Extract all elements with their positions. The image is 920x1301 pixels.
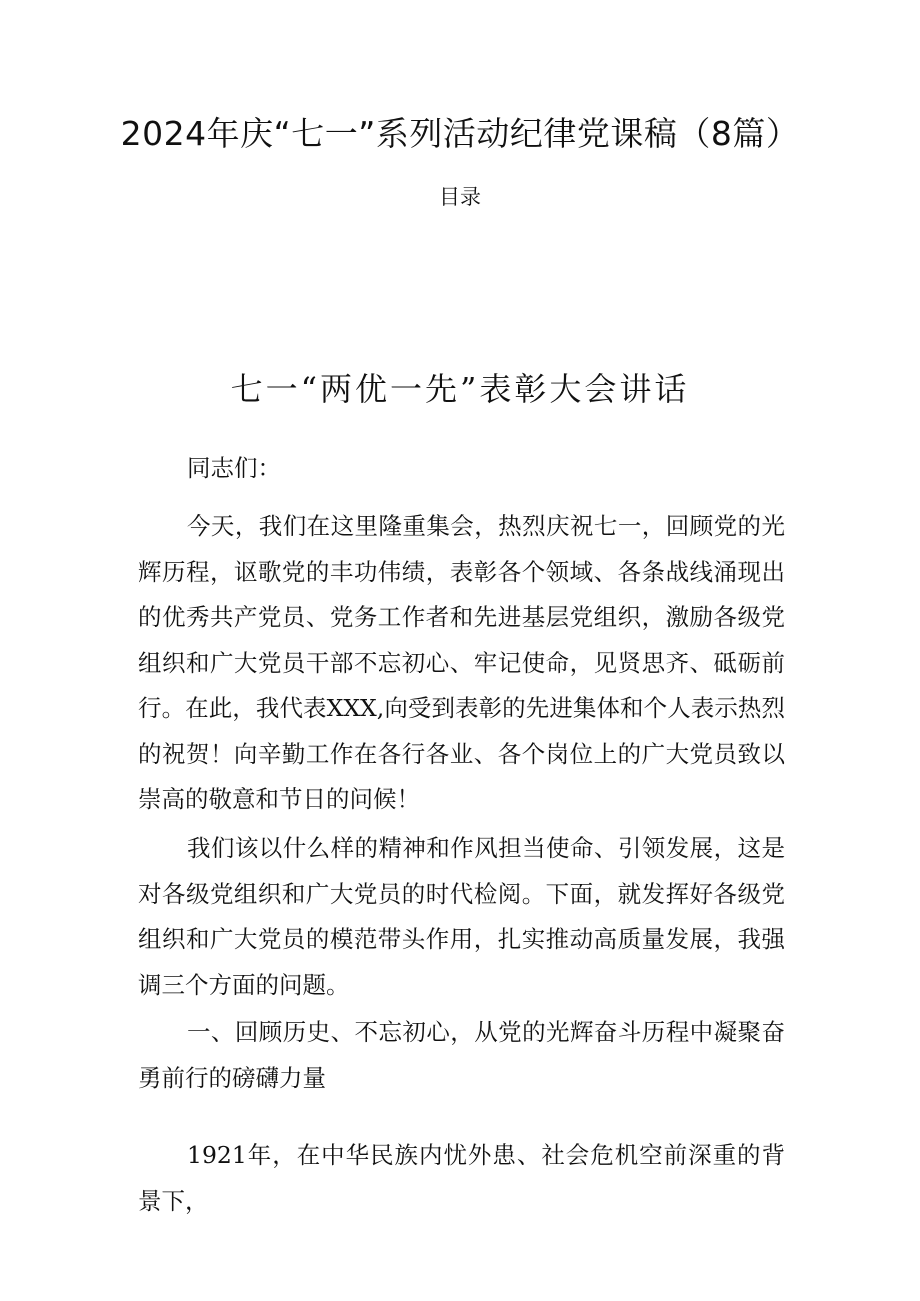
paragraph-opening: 今天，我们在这里隆重集会，热烈庆祝七一，回顾党的光辉历程，讴歌党的丰功伟绩，表彰各个领域、各条战线涌现出的优秀共产党员、党务工作者和先进基层党组织，激励各级党组织和广大党员干部不忘初心、牢记使命，见贤思齐、砥砺前行。在此，我代表XXX,向受到表彰的先进集体和个人表示热烈的祝贺！向辛勤工作在各行各业、各个岗位上的广大党员致以崇高的敬意和节日的问候！ bbox=[138, 512, 785, 813]
document-title: 2024年庆“七一”系列活动纪律党课稿（8篇） bbox=[120, 114, 800, 153]
paragraph-history: 1921年，在中华民族内忧外患、社会危机空前深重的背景下， bbox=[138, 1141, 785, 1215]
toc-label: 目录 bbox=[439, 185, 481, 209]
salutation: 同志们： bbox=[187, 454, 281, 482]
paragraph-mission: 我们该以什么样的精神和作风担当使命、引领发展，这是对各级党组织和广大党员的时代检阅。下面，就发挥好各级党组织和广大党员的模范带头作用，扎实推动高质量发展，我强调三个方面的问题。 bbox=[138, 834, 785, 999]
section-title: 七一“两优一先”表彰大会讲话 bbox=[230, 370, 690, 408]
paragraph-heading-one: 一、回顾历史、不忘初心，从党的光辉奋斗历程中凝聚奋勇前行的磅礴力量 bbox=[138, 1018, 785, 1092]
